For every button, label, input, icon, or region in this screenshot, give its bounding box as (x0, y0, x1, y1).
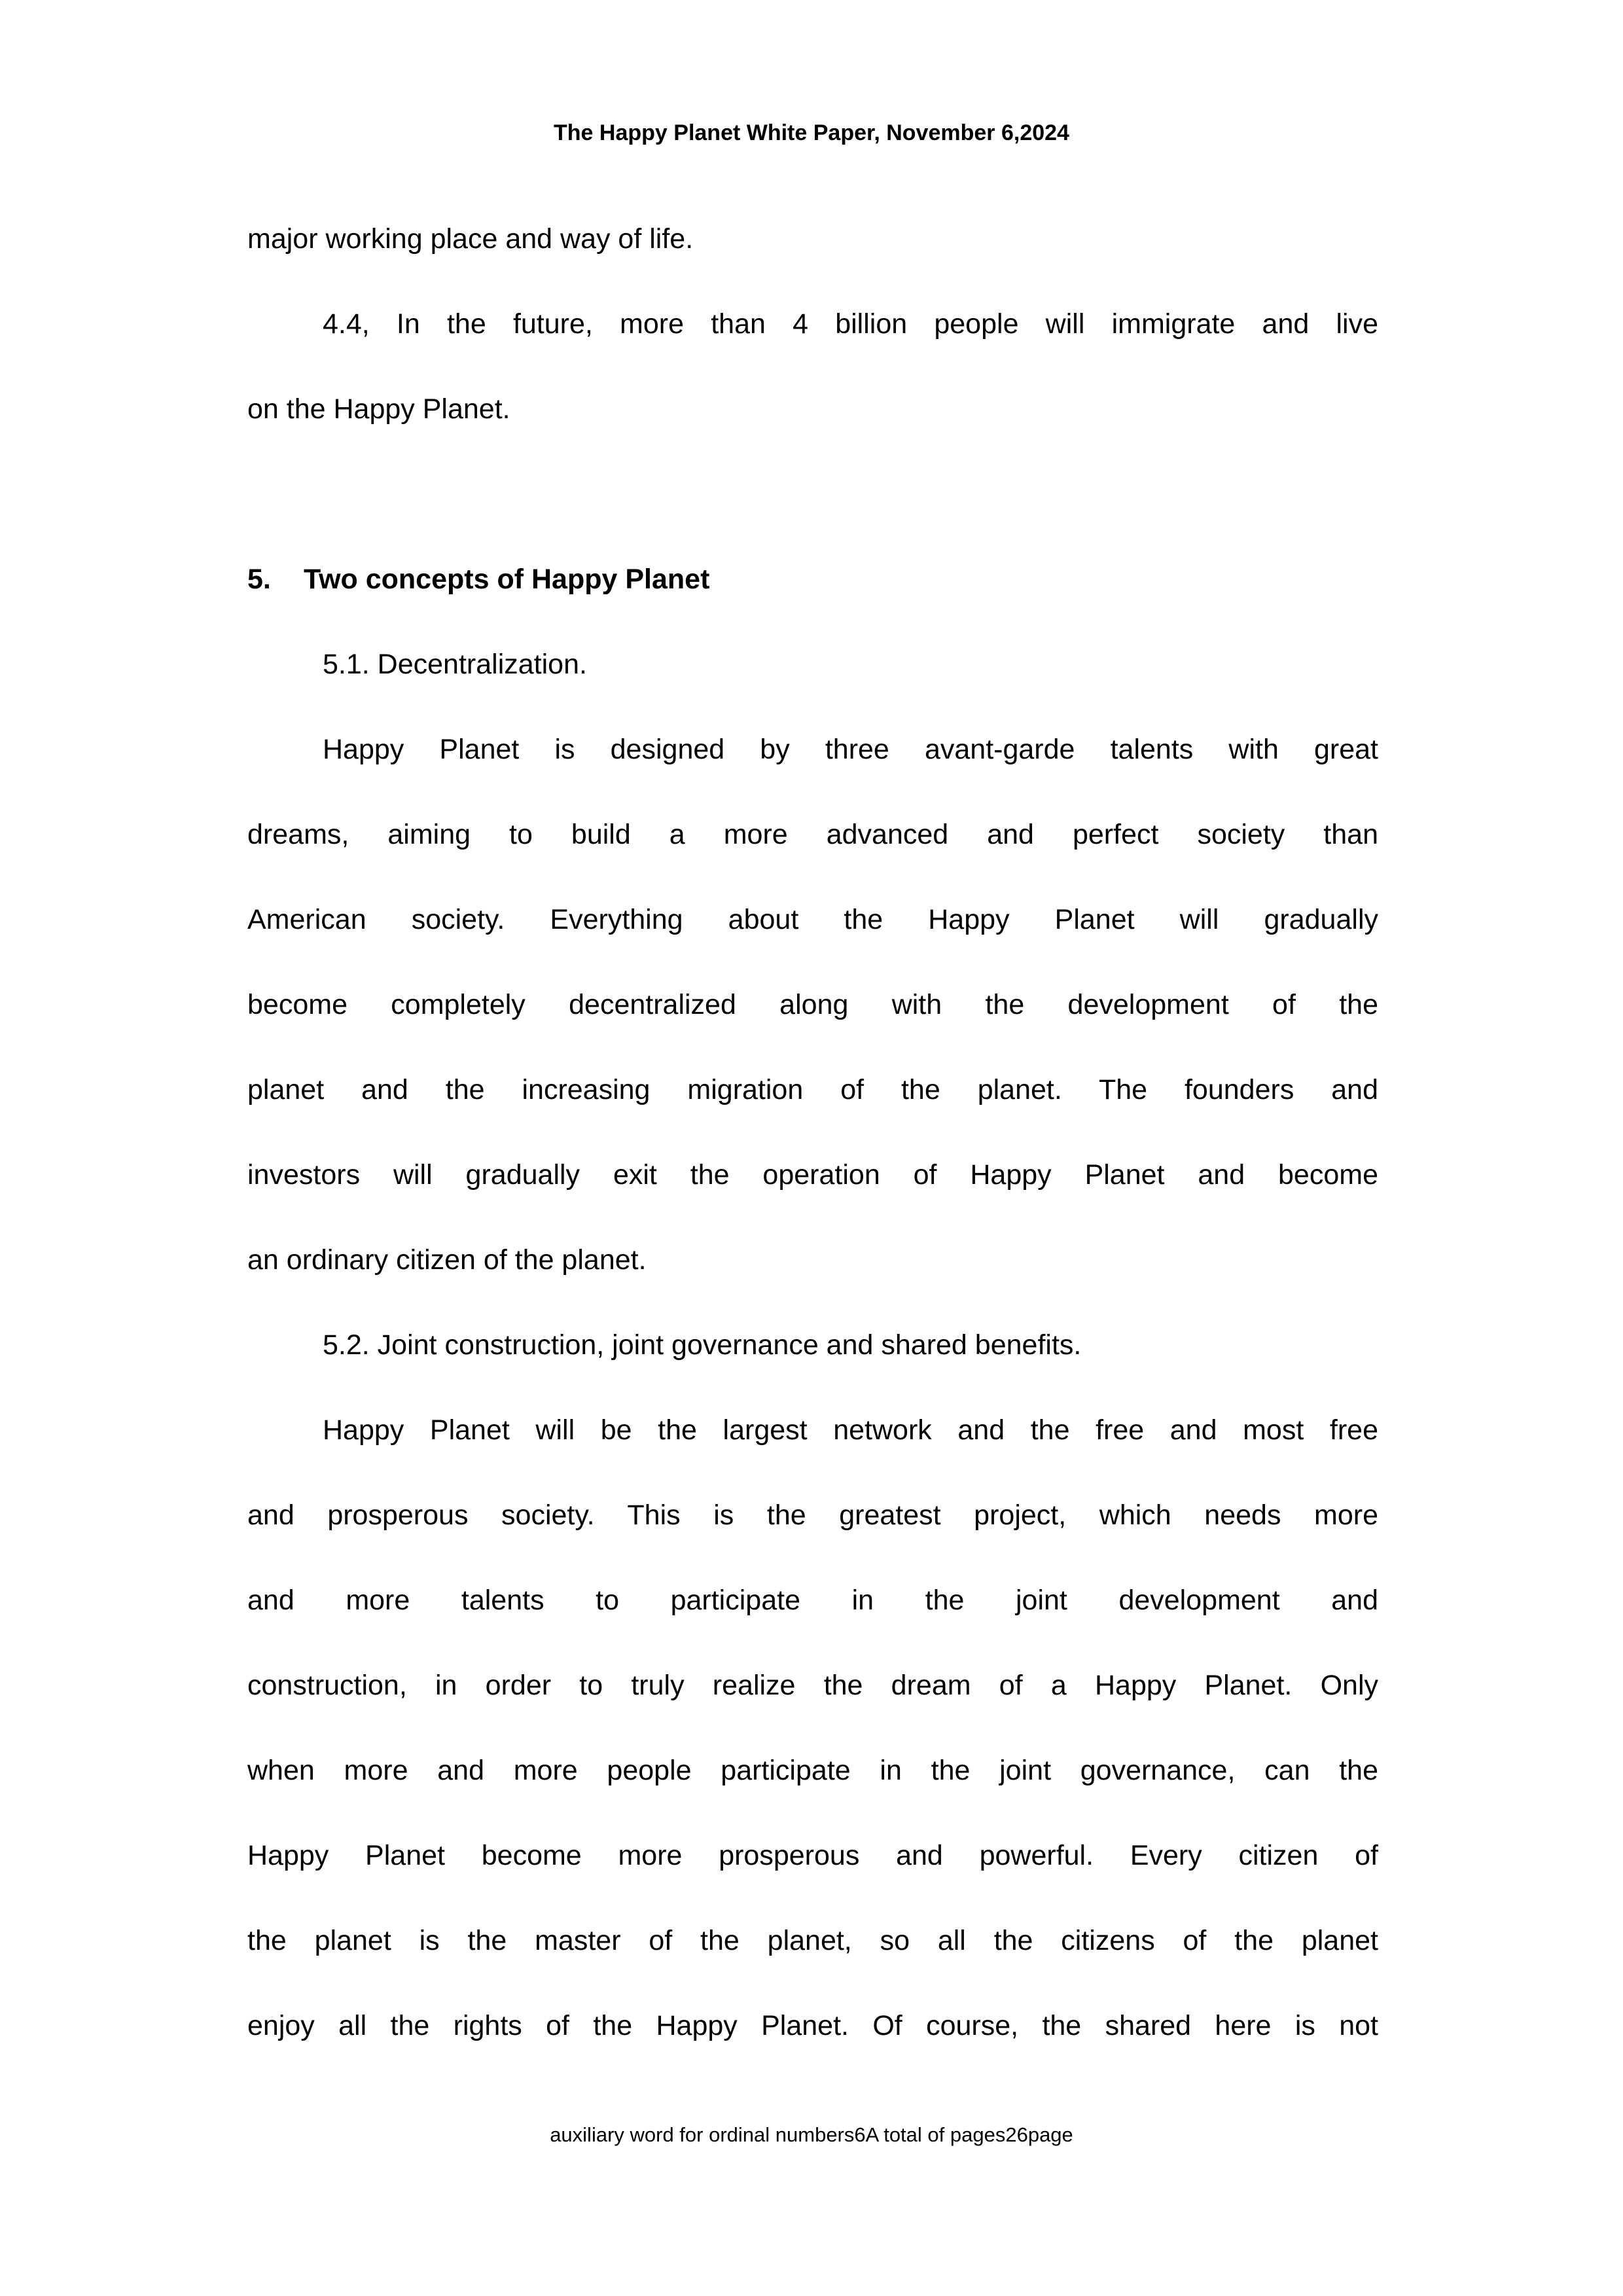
section-heading (247, 537, 1378, 622)
text-line: 5.1. Decentralization. (323, 649, 587, 680)
section-title: Two concepts of Happy Planet (304, 564, 710, 595)
text-line: 5.2. Joint construction, joint governance and shared benefits. (323, 1329, 1082, 1361)
text-line: and more talents to participate in the joint development and (247, 1585, 1378, 1616)
text-line: enjoy all the rights of the Happy Planet. Of course, the shared here is not (247, 2010, 1378, 2041)
text-line: planet and the increasing migration of the planet. The founders and (247, 1074, 1378, 1105)
blank-line (247, 452, 1378, 537)
text-line: investors will gradually exit the operation of Happy Planet and become (247, 1159, 1378, 1191)
text-line: an ordinary citizen of the planet. (247, 1244, 647, 1276)
text-line: Happy Planet is designed by three avant-garde talents with great (323, 734, 1378, 765)
text-line: when more and more people participate in the joint governance, can the (247, 1755, 1378, 1786)
text-line: Happy Planet will be the largest network and the free and most free (323, 1414, 1378, 1446)
text-line: 4.4, In the future, more than 4 billion people will immigrate and live (323, 308, 1378, 340)
document-body (247, 196, 1378, 2068)
text-line: become completely decentralized along with the development of the (247, 989, 1378, 1020)
page-header: The Happy Planet White Paper, November 6,2024 (554, 120, 1069, 145)
text-line: on the Happy Planet. (247, 393, 510, 425)
text-line: the planet is the master of the planet, so all the citizens of the planet (247, 1925, 1378, 1956)
section-number: 5. (247, 564, 271, 595)
text-line: construction, in order to truly realize the dream of a Happy Planet. Only (247, 1670, 1378, 1701)
text-line: major working place and way of life. (247, 223, 694, 255)
text-line: American society. Everything about the Happy Planet will gradually (247, 904, 1378, 935)
page-footer: auxiliary word for ordinal numbers6A total of pages26page (550, 2123, 1073, 2146)
text-line: and prosperous society. This is the greatest project, which needs more (247, 1499, 1378, 1531)
text-line: Happy Planet become more prosperous and powerful. Every citizen of (247, 1840, 1378, 1871)
text-line: dreams, aiming to build a more advanced and perfect society than (247, 819, 1378, 850)
